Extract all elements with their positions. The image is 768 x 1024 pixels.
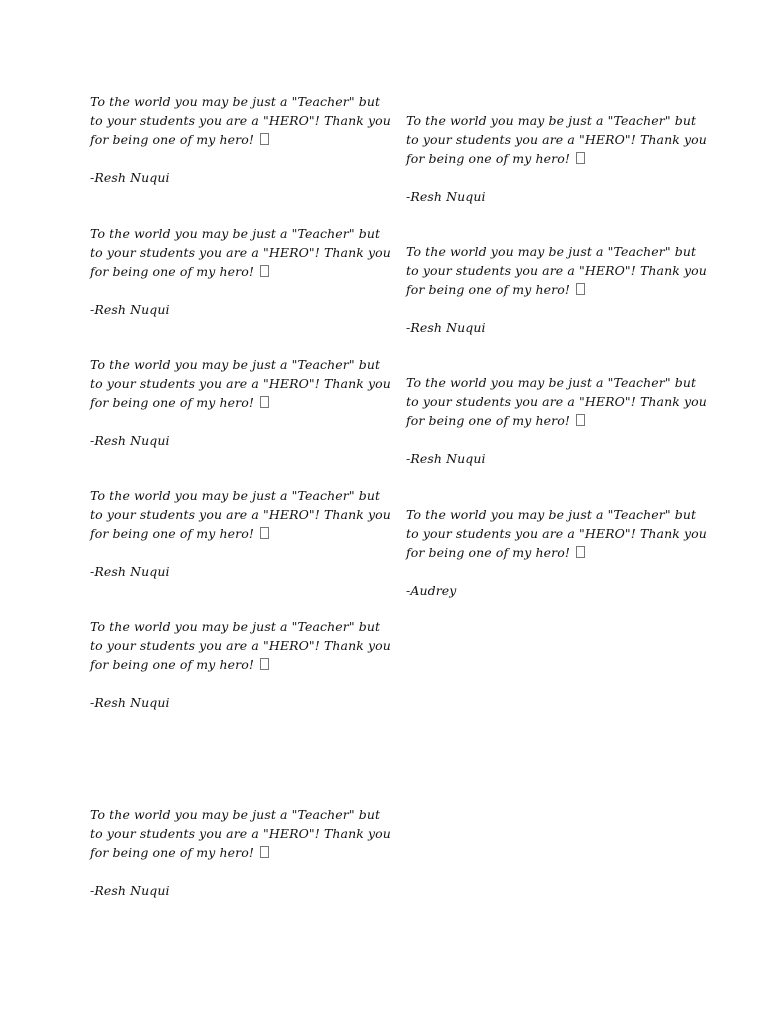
- thank-you-note: [90, 224, 391, 319]
- missing-glyph-icon: [576, 414, 585, 426]
- note-signature: -Resh Nuqui: [90, 302, 170, 317]
- note-line: for being one of my hero!: [90, 845, 254, 860]
- note-line: To the world you may be just a "Teacher" but: [406, 113, 697, 128]
- note-signature: -Resh Nuqui: [90, 170, 170, 185]
- note-line: for being one of my hero!: [90, 395, 254, 410]
- note-line: for being one of my hero!: [406, 151, 570, 166]
- missing-glyph-icon: [260, 133, 269, 145]
- missing-glyph-icon: [260, 846, 269, 858]
- thank-you-note: [90, 805, 391, 900]
- note-signature: -Resh Nuqui: [90, 564, 170, 579]
- missing-glyph-icon: [260, 396, 269, 408]
- note-line: to your students you are a "HERO"! Thank you: [90, 638, 391, 653]
- note-line: for being one of my hero!: [90, 526, 254, 541]
- note-line: to your students you are a "HERO"! Thank you: [90, 826, 391, 841]
- note-line: To the world you may be just a "Teacher" but: [406, 244, 697, 259]
- note-line: to your students you are a "HERO"! Thank you: [406, 263, 707, 278]
- thank-you-note: [90, 355, 391, 450]
- note-line: to your students you are a "HERO"! Thank you: [406, 394, 707, 409]
- note-line: To the world you may be just a "Teacher" but: [90, 488, 381, 503]
- note-line: to your students you are a "HERO"! Thank you: [90, 245, 391, 260]
- thank-you-note: [406, 373, 707, 468]
- note-signature: -Resh Nuqui: [406, 320, 486, 335]
- note-line: for being one of my hero!: [90, 132, 254, 147]
- note-line: To the world you may be just a "Teacher" but: [90, 94, 381, 109]
- note-signature: -Resh Nuqui: [406, 189, 486, 204]
- missing-glyph-icon: [260, 658, 269, 670]
- missing-glyph-icon: [260, 265, 269, 277]
- thank-you-note: [406, 111, 707, 206]
- thank-you-note: [90, 617, 391, 712]
- note-line: for being one of my hero!: [406, 545, 570, 560]
- note-line: To the world you may be just a "Teacher" but: [406, 507, 697, 522]
- note-signature: -Audrey: [406, 583, 457, 598]
- note-line: To the world you may be just a "Teacher" but: [406, 375, 697, 390]
- thank-you-note: [90, 92, 391, 187]
- note-line: for being one of my hero!: [406, 282, 570, 297]
- note-line: to your students you are a "HERO"! Thank you: [90, 113, 391, 128]
- note-line: to your students you are a "HERO"! Thank you: [406, 132, 707, 147]
- missing-glyph-icon: [260, 527, 269, 539]
- note-line: to your students you are a "HERO"! Thank you: [406, 526, 707, 541]
- note-line: To the world you may be just a "Teacher" but: [90, 807, 381, 822]
- thank-you-note: [90, 486, 391, 581]
- note-line: To the world you may be just a "Teacher" but: [90, 226, 381, 241]
- missing-glyph-icon: [576, 546, 585, 558]
- note-signature: -Resh Nuqui: [90, 433, 170, 448]
- note-signature: -Resh Nuqui: [90, 695, 170, 710]
- note-line: to your students you are a "HERO"! Thank you: [90, 507, 391, 522]
- note-line: To the world you may be just a "Teacher" but: [90, 619, 381, 634]
- missing-glyph-icon: [576, 152, 585, 164]
- missing-glyph-icon: [576, 283, 585, 295]
- thank-you-note: [406, 242, 707, 337]
- note-line: To the world you may be just a "Teacher" but: [90, 357, 381, 372]
- note-line: to your students you are a "HERO"! Thank you: [90, 376, 391, 391]
- note-line: for being one of my hero!: [406, 413, 570, 428]
- note-line: for being one of my hero!: [90, 264, 254, 279]
- thank-you-note: [406, 505, 707, 600]
- note-signature: -Resh Nuqui: [90, 883, 170, 898]
- note-signature: -Resh Nuqui: [406, 451, 486, 466]
- note-line: for being one of my hero!: [90, 657, 254, 672]
